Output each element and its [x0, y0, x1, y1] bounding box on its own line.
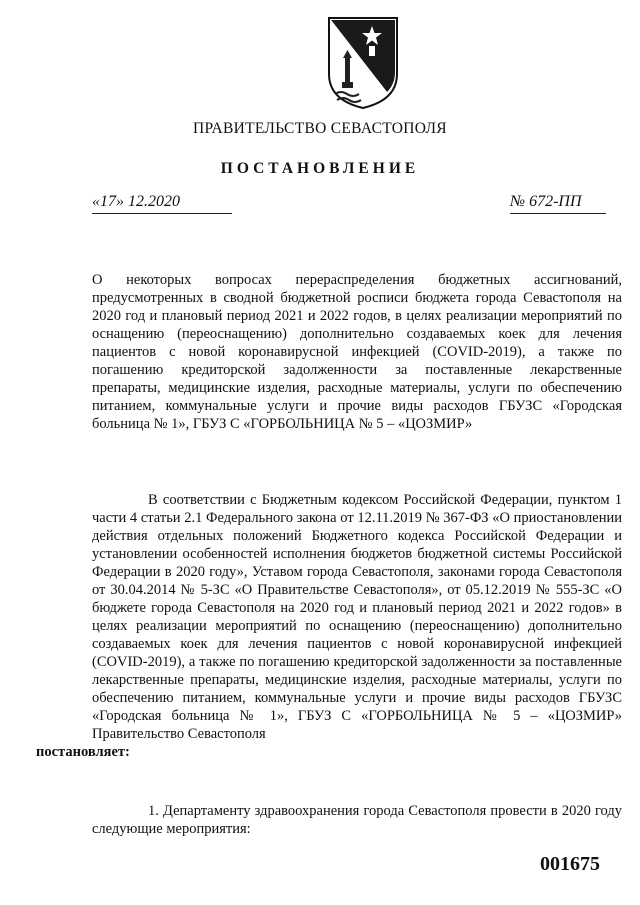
serial-number: 001675	[540, 853, 600, 875]
government-name: ПРАВИТЕЛЬСТВО СЕВАСТОПОЛЯ	[193, 120, 447, 137]
document-number	[510, 193, 606, 214]
document-title: О некоторых вопросах перераспределения бюджетных ассигнований, предусмотренных в сводной бюджетной росписи бюджета города Севастополя на 2020 год и плановый период 2021 и 2022 годов, в целях реализации мероприятий по оснащению (переоснащению) дополнительно создаваемых коек для лечения пациентов с новой коронавирусной инфекцией (COVID-2019), а также по погашению кредиторской задолженности за поставленные лекарственные препараты, медицинские изделия, расходные материалы, услуги по обеспечению питанием, коммунальные услуги и прочие виды расходов ГБУЗС «Городская больница № 1», ГБУЗ С «ГОРБОЛЬНИЦА № 5 – «ЦОЗМИР»	[92, 272, 622, 432]
document-type: ПОСТАНОВЛЕНИЕ	[220, 160, 420, 177]
document-date	[92, 193, 232, 214]
preamble-text: В соответствии с Бюджетным кодексом Российской Федерации, пунктом 1 части 4 статьи 2.1 Федерального закона от 12.11.2019 № 367-ФЗ «О приостановлении действия отдельных положений Бюджетного кодекса Российской Федерации и установлении особенностей исполнения бюджетов бюджетной системы Российской Федерации в 2020 году», Уставом города Севастополя, законами города Севастополя от 30.04.2014 № 5-ЗС «О Правительстве Севастополя», от 05.12.2019 № 555-ЗС «О бюджете города Севастополя на 2020 год и плановый период 2021 и 2022 годов» в целях реализации мероприятий по оснащению (переоснащению) дополнительно создаваемых коек для лечения пациентов с новой коронавирусной инфекцией (COVID-2019), а также по погашению кредиторской задолженности за поставленные лекарственные препараты, медицинские изделия, расходные материалы, услуги по обеспечению питанием, коммунальные услуги и прочие виды расходов ГБУЗС «Городская больница № 1», ГБУЗ С «ГОРБОЛЬНИЦА № 5 – «ЦОЗМИР» Правительство Севастополя	[92, 492, 622, 742]
item-1-paragraph: 1. Департаменту здравоохранения города Севастополя провести в 2020 году следующие мероприятия:	[92, 803, 622, 837]
document-number-value: № 672-ПП	[510, 193, 582, 210]
sevastopol-coat-of-arms-icon	[325, 14, 401, 110]
resolves-word: постановляет:	[36, 744, 130, 760]
preamble-paragraph	[36, 491, 622, 761]
document-date-value: «17» 12.2020	[92, 193, 180, 210]
